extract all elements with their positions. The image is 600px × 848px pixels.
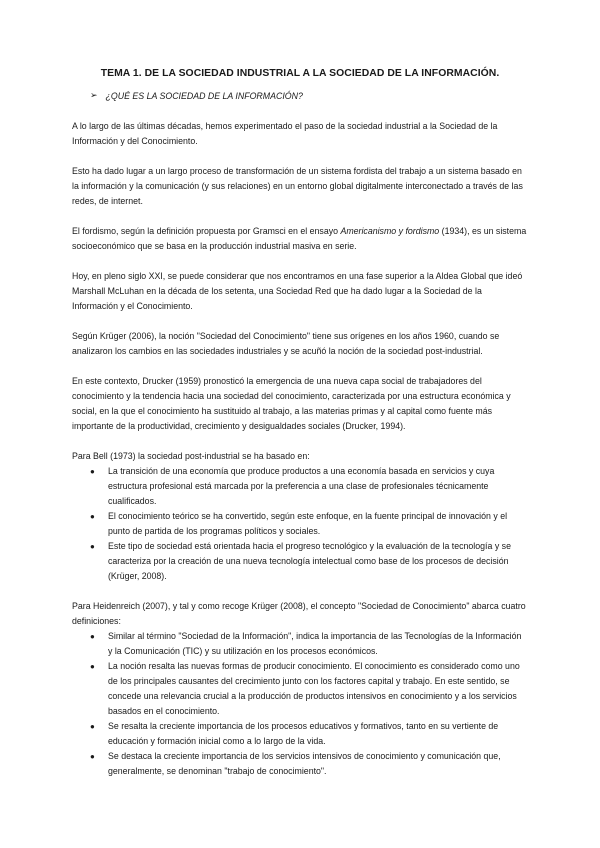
bullet-icon: ● <box>90 722 95 731</box>
bell-list <box>72 464 528 584</box>
paragraph-bell-intro: Para Bell (1973) la sociedad post-industrial se ha basado en: <box>72 451 310 461</box>
bullet-icon: ● <box>90 512 95 521</box>
list-item <box>72 659 528 719</box>
bullet-icon: ● <box>90 752 95 761</box>
paragraph-global-village: Hoy, en pleno siglo XXI, se puede considerar que nos encontramos en una fase superior a la Aldea Global que ideó Marshall McLuhan en la década de los setenta, una Sociedad Red que ha dado lugar a la Sociedad de la Información y el Conocimiento. <box>72 271 523 311</box>
heidenreich-list <box>72 629 528 779</box>
section-heading <box>90 90 528 101</box>
paragraph-fordism-transition: Esto ha dado lugar a un largo proceso de transformación de un sistema fordista del trabajo a un sistema basado en la información y la comunicación (y sus relaciones) en un entorno global digitalmente interconectado a través de las redes, de internet. <box>72 166 523 206</box>
section-heading-text: ¿QUÉ ES LA SOCIEDAD DE LA INFORMACIÓN? <box>105 90 303 101</box>
bullet-icon: ● <box>90 662 95 671</box>
paragraph-heidenreich-intro: Para Heidenreich (2007), y tal y como recoge Krüger (2008), el concepto "Sociedad de Conocimiento" abarca cuatro definiciones: <box>72 601 526 626</box>
paragraph-fordism-text-b: (1934), es un sistema socioeconómico que se basa en la producción industrial masiva en serie. <box>72 226 527 251</box>
list-item <box>72 629 528 659</box>
paragraph-fordism-text-a: El fordismo, según la definición propuesta por Gramsci en el ensayo <box>72 226 341 236</box>
paragraph-drucker: En este contexto, Drucker (1959) pronosticó la emergencia de una nueva capa social de trabajadores del conocimiento y la tendencia hacia una sociedad del conocimiento, caracterizada por una estructura económica y social, en la que el conocimiento ha sustituido al trabajo, a las materias primas y al capital como fuente más importante de la productividad, crecimiento y desigualdades sociales (Drucker, 1994). <box>72 376 511 431</box>
bullet-icon: ● <box>90 542 95 551</box>
paragraph-fordism-definition <box>72 224 528 254</box>
list-item-text: Se resalta la creciente importancia de los procesos educativos y formativos, tanto en su vertiente de educación y formación inicial como a lo largo de la vida. <box>108 721 499 746</box>
list-item <box>72 719 528 749</box>
list-item <box>72 749 528 779</box>
list-item-text: La noción resalta las nuevas formas de producir conocimiento. El conocimiento es considerado como uno de los principales causantes del crecimiento junto con los factores capital y trabajo. En este sentido, se concede una relevancia crucial a la producción de productos intensivos en conocimiento y a los servicios basados en el conocimiento. <box>108 661 520 716</box>
document-title: TEMA 1. DE LA SOCIEDAD INDUSTRIAL A LA SOCIEDAD DE LA INFORMACIÓN. <box>100 68 500 79</box>
list-item-text: El conocimiento teórico se ha convertido, según este enfoque, en la fuente principal de innovación y el punto de partida de los programas políticos y sociales. <box>108 511 508 536</box>
list-item <box>72 509 528 539</box>
paragraph-intro: A lo largo de las últimas décadas, hemos experimentado el paso de la sociedad industrial a la Sociedad de la Información y del Conocimiento. <box>72 121 498 146</box>
list-item <box>72 539 528 584</box>
list-item-text: Se destaca la creciente importancia de los servicios intensivos de conocimiento y comunicación que, generalmente, se denominan "trabajo de conocimiento". <box>108 751 501 776</box>
list-item <box>72 464 528 509</box>
list-item-text: Similar al término "Sociedad de la Información", indica la importancia de las Tecnologías de la Información y la Comunicación (TIC) y su utilización en los procesos económicos. <box>108 631 522 656</box>
arrow-bullet-icon: ➢ <box>90 90 98 100</box>
paragraph-kruger: Según Krüger (2006), la noción "Sociedad del Conocimiento" tiene sus orígenes en los años 1960, cuando se analizaron los cambios en las sociedades industriales y se acuñó la noción de la sociedad post-industrial. <box>72 331 500 356</box>
list-item-text: La transición de una economía que produce productos a una economía basada en servicios y cuya estructura profesional está marcada por la preferencia a una clase de profesionales técnicamente cualificados. <box>108 466 495 506</box>
bullet-icon: ● <box>90 632 95 641</box>
list-item-text: Este tipo de sociedad está orientada hacia el progreso tecnológico y la evaluación de la tecnología y se caracteriza por la creación de una nueva tecnología intelectual como base de los procesos de decisión (Krüger, 2008). <box>108 541 511 581</box>
essay-title: Americanismo y fordismo <box>340 226 440 236</box>
bullet-icon: ● <box>90 467 95 476</box>
